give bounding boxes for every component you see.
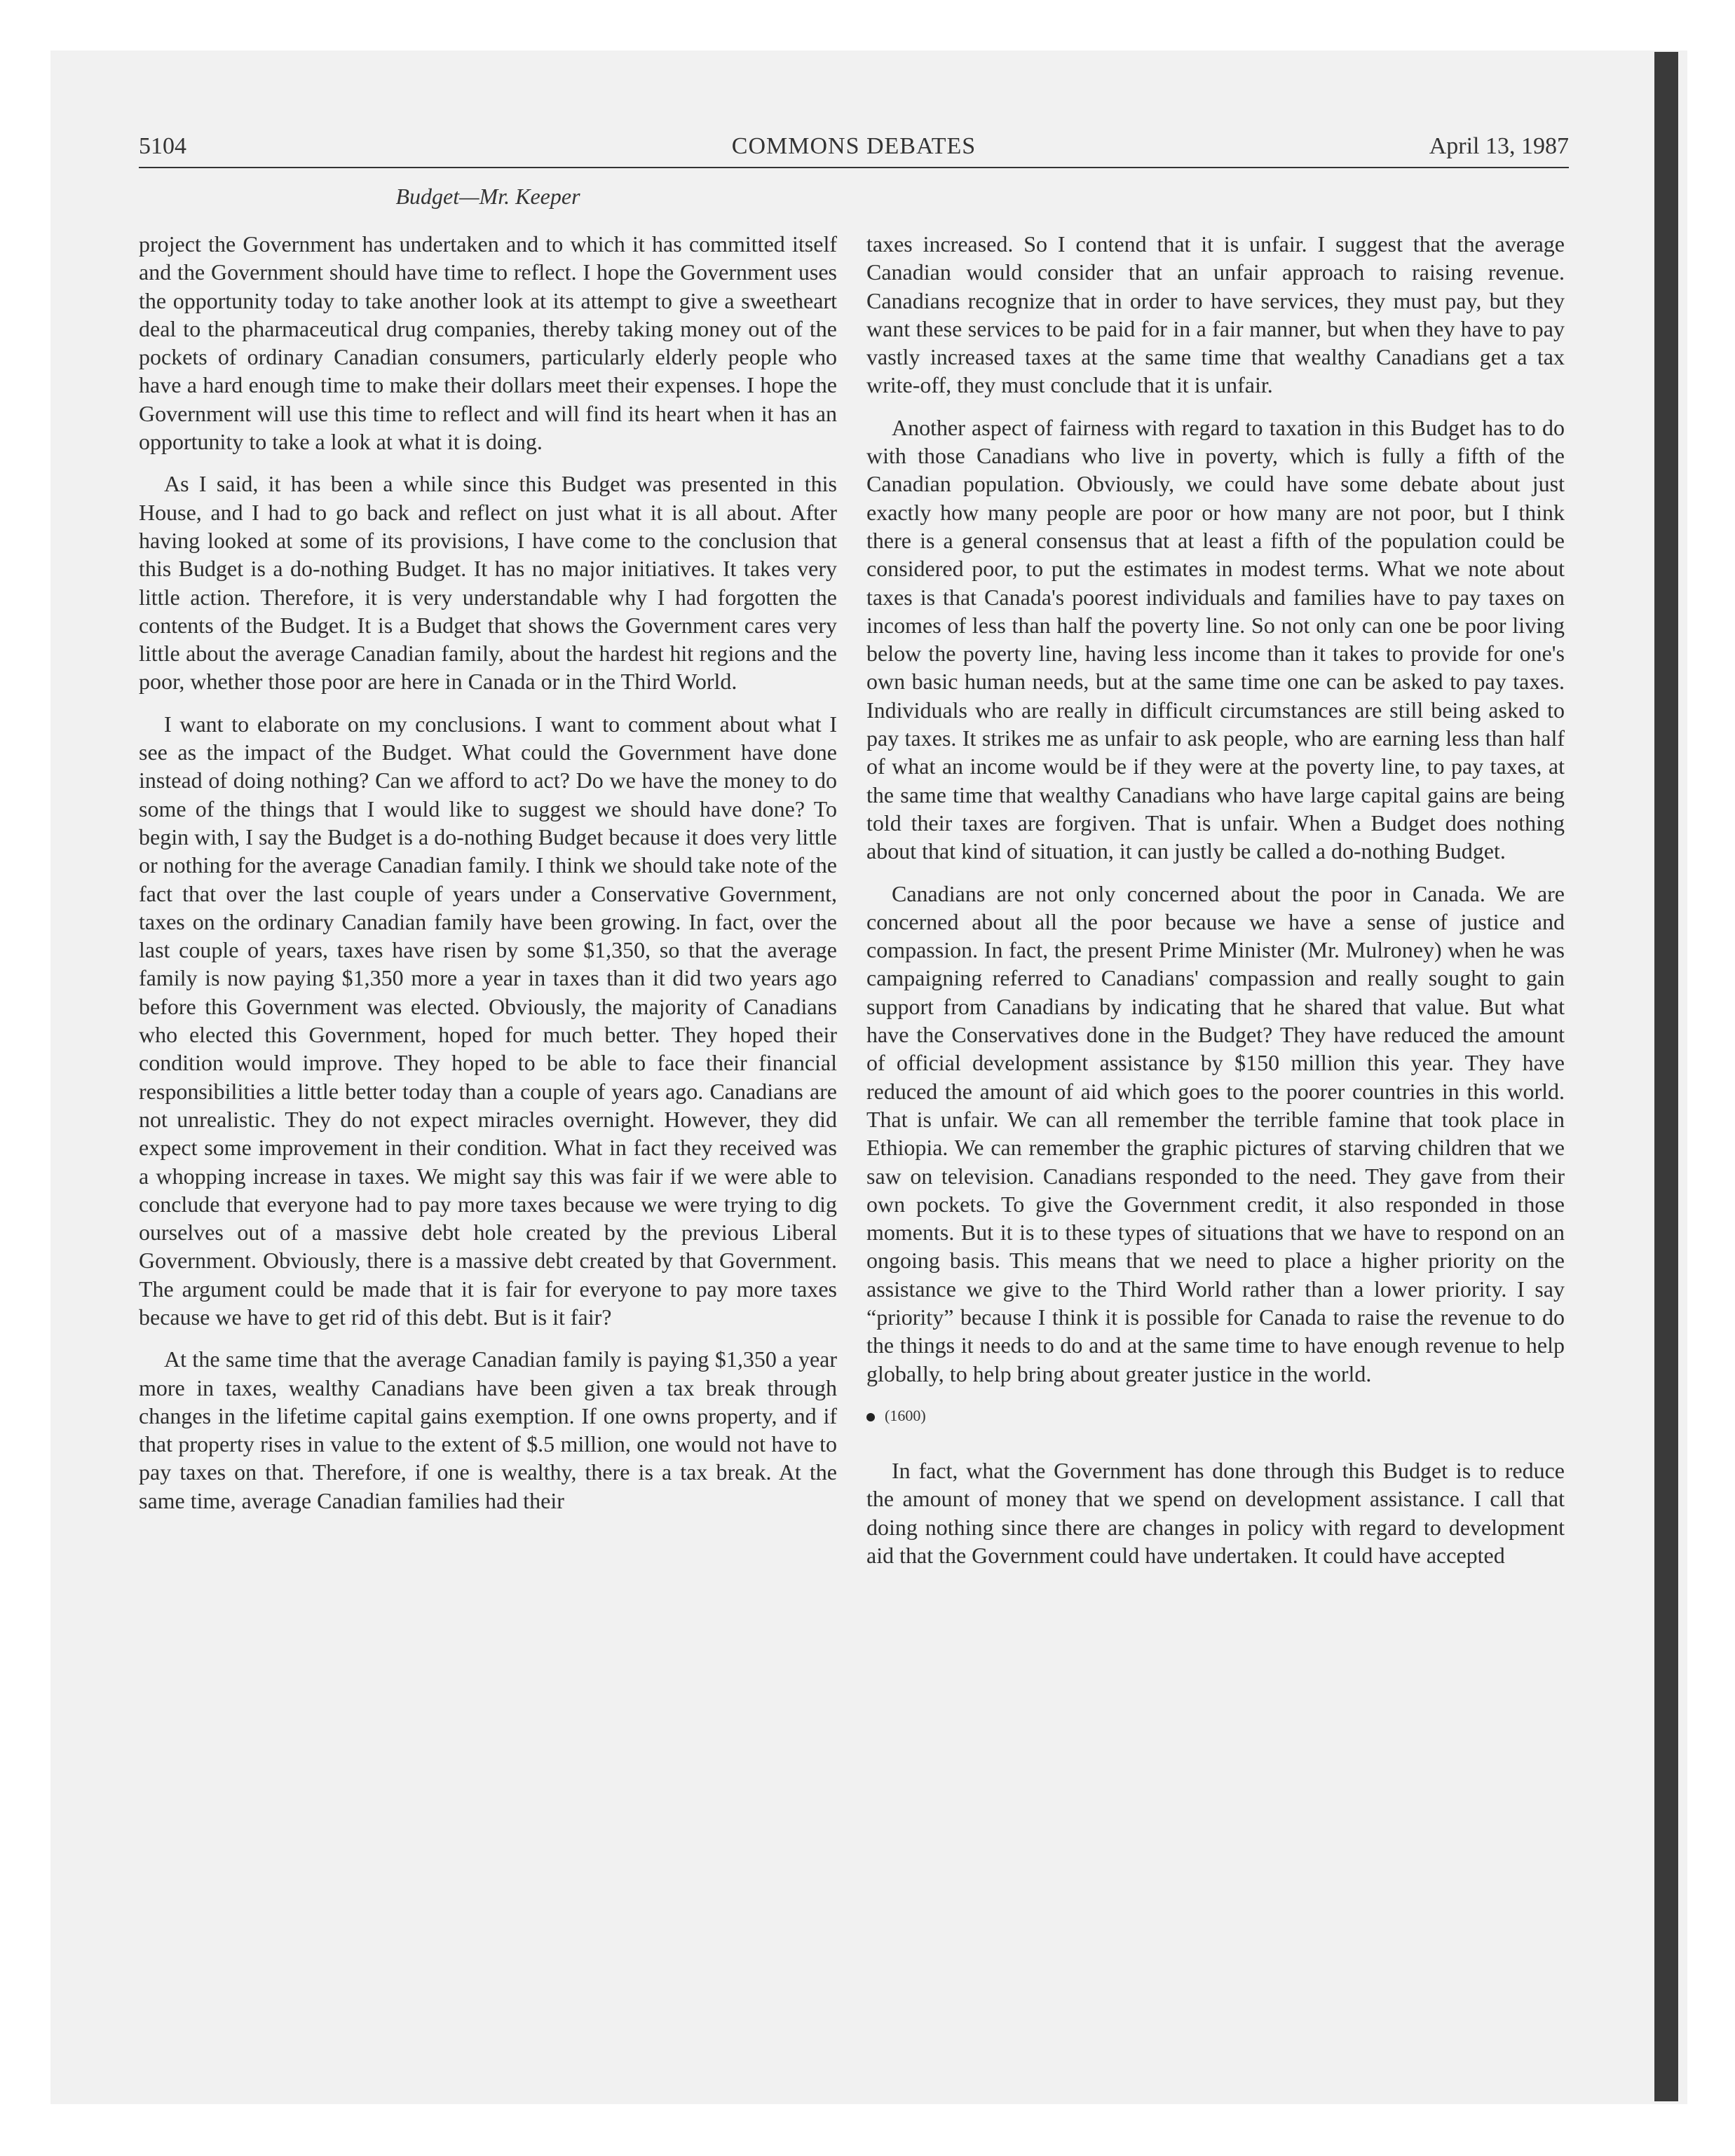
header-rule — [139, 167, 1569, 168]
time-marker — [866, 1402, 1565, 1430]
paragraph: I want to elaborate on my conclusions. I want to comment about what I see as the impact of the Budget. What could the Government have done instead of doing nothing? Can we afford to act? Do we have the money to do some of the things that I would like to suggest we should have done? To begin with, I say the Budget is a do-nothing Budget because it does very little or nothing for the average Canadian family. I think we should take note of the fact that over the last couple of years under a Conservative Government, taxes on the ordinary Canadian family have been growing. In fact, over the last couple of years, taxes have risen by some $1,350, so that the average family is now paying $1,350 more a year in taxes than it did two years ago before this Government was elected. Obviously, the majority of Canadians who elected this Government, hoped for much better. They hoped their condition would improve. They hoped to be able to face their financial responsibilities a little better today than a couple of years ago. Canadians are not unrealistic. They do not expect miracles overnight. However, they did expect some improvement in their condition. What in fact they received was a whopping increase in taxes. We might say this was fair if we were able to conclude that everyone had to pay more taxes because we were trying to dig ourselves out of a massive debt hole created by the previous Liberal Government. Obviously, there is a massive debt created by that Government. The argument could be made that it is fair for everyone to pay more taxes because we have to get rid of this debt. But is it fair? — [139, 711, 837, 1330]
paragraph: As I said, it has been a while since this Budget was presented in this House, and I had to go back and reflect on just what it is all about. After having looked at some of its provisions, I have come to the conclusion that this Budget is a do-nothing Budget. It has no major initiatives. It takes very little action. Therefore, it is very understandable why I had forgotten the contents of the Budget. It is a Budget that shows the Government cares very little about the average Canadian family, about the hardest hit regions and the poor, whether those poor are here in Canada or in the Third World. — [139, 471, 837, 695]
time-marker-label: (1600) — [885, 1406, 926, 1424]
left-column — [139, 230, 837, 1529]
issue-date: April 13, 1987 — [1429, 133, 1569, 159]
section-subheading: Budget—Mr. Keeper — [395, 184, 580, 209]
right-column — [866, 230, 1565, 1583]
paragraph: At the same time that the average Canadian family is paying $1,350 a year more in taxes, wealthy Canadians have been given a tax break through changes in the lifetime capital gains exemption. If one owns property, and if that property rises in value to the extent of $.5 million, one would not have to pay taxes on that. Therefore, if one is wealthy, there is a tax break. At the same time, average Canadian families had their — [139, 1346, 837, 1513]
publication-title: COMMONS DEBATES — [731, 133, 977, 159]
bullet-icon — [866, 1413, 875, 1421]
paragraph: project the Government has undertaken and to which it has committed itself and the Government should have time to reflect. I hope the Government uses the opportunity today to take another look at its attempt to give a sweetheart deal to the pharmaceutical drug companies, thereby taking money out of the pockets of ordinary Canadian consumers, particularly elderly people who have a hard enough time to make their dollars meet their expenses. I hope the Government will use this time to reflect and will find its heart when it has an opportunity to take a look at what it is doing. — [139, 231, 837, 455]
paragraph: Canadians are not only concerned about the poor in Canada. We are concerned about all the poor because we have a sense of justice and compassion. In fact, the present Prime Minister (Mr. Mulroney) when he was campaigning referred to Canadians' compassion and really sought to gain support from Canadians by indicating that he shared that value. But what have the Conservatives done in the Budget? They have reduced the amount of official development assistance by $150 million this year. They have reduced the amount of aid which goes to the poorer countries in this world. That is unfair. We can all remember the terrible famine that took place in Ethiopia. We can remember the graphic pictures of starving children that we saw on television. Canadians responded to the need. They gave from their own pockets. To give the Government credit, it also responded in those moments. But it is to these types of situations that we have to respond on an ongoing basis. This means that we need to place a higher priority on the assistance we give to the Third World rather than a lower priority. I say “priority” because I think it is possible for Canada to raise the revenue to do the things it needs to do and at the same time to have enough revenue to help globally, to help bring about greater justice in the world. — [866, 880, 1565, 1386]
page-binding-edge — [1654, 52, 1678, 2101]
paragraph: Another aspect of fairness with regard to taxation in this Budget has to do with those Canadians who live in poverty, which is fully a fifth of the Canadian population. Obviously, we could have some debate about just exactly how many people are poor or how many are not poor, but I think there is a general consensus that at least a fifth of the population could be considered poor, to put the estimates in modest terms. What we note about taxes is that Canada's poorest individuals and families have to pay taxes on incomes of less than half the poverty line. So not only can one be poor living below the poverty line, having less income than it takes to provide for one's own basic human needs, but at the same time one can be asked to pay taxes. Individuals who are really in difficult circumstances are still being asked to pay taxes. It strikes me as unfair to ask people, who are earning less than half of what an income would be if they were at the poverty line, to pay taxes, at the same time that wealthy Canadians who have large capital gains are being told their taxes are forgiven. That is unfair. When a Budget does nothing about that kind of situation, it can justly be called a do-nothing Budget. — [866, 414, 1565, 864]
page-number: 5104 — [139, 133, 186, 159]
paragraph: taxes increased. So I contend that it is unfair. I suggest that the average Canadian would consider that an unfair approach to raising revenue. Canadians recognize that in order to have services, they must pay, but they want these services to be paid for in a fair manner, but when they have to pay vastly increased taxes at the same time that wealthy Canadians get a tax write-off, they must conclude that it is unfair. — [866, 231, 1565, 398]
running-header — [139, 133, 1569, 168]
paragraph: In fact, what the Government has done through this Budget is to reduce the amount of money that we spend on development assistance. I call that doing nothing since there are changes in policy with regard to development aid that the Government could have undertaken. It could have accepted — [866, 1458, 1565, 1569]
